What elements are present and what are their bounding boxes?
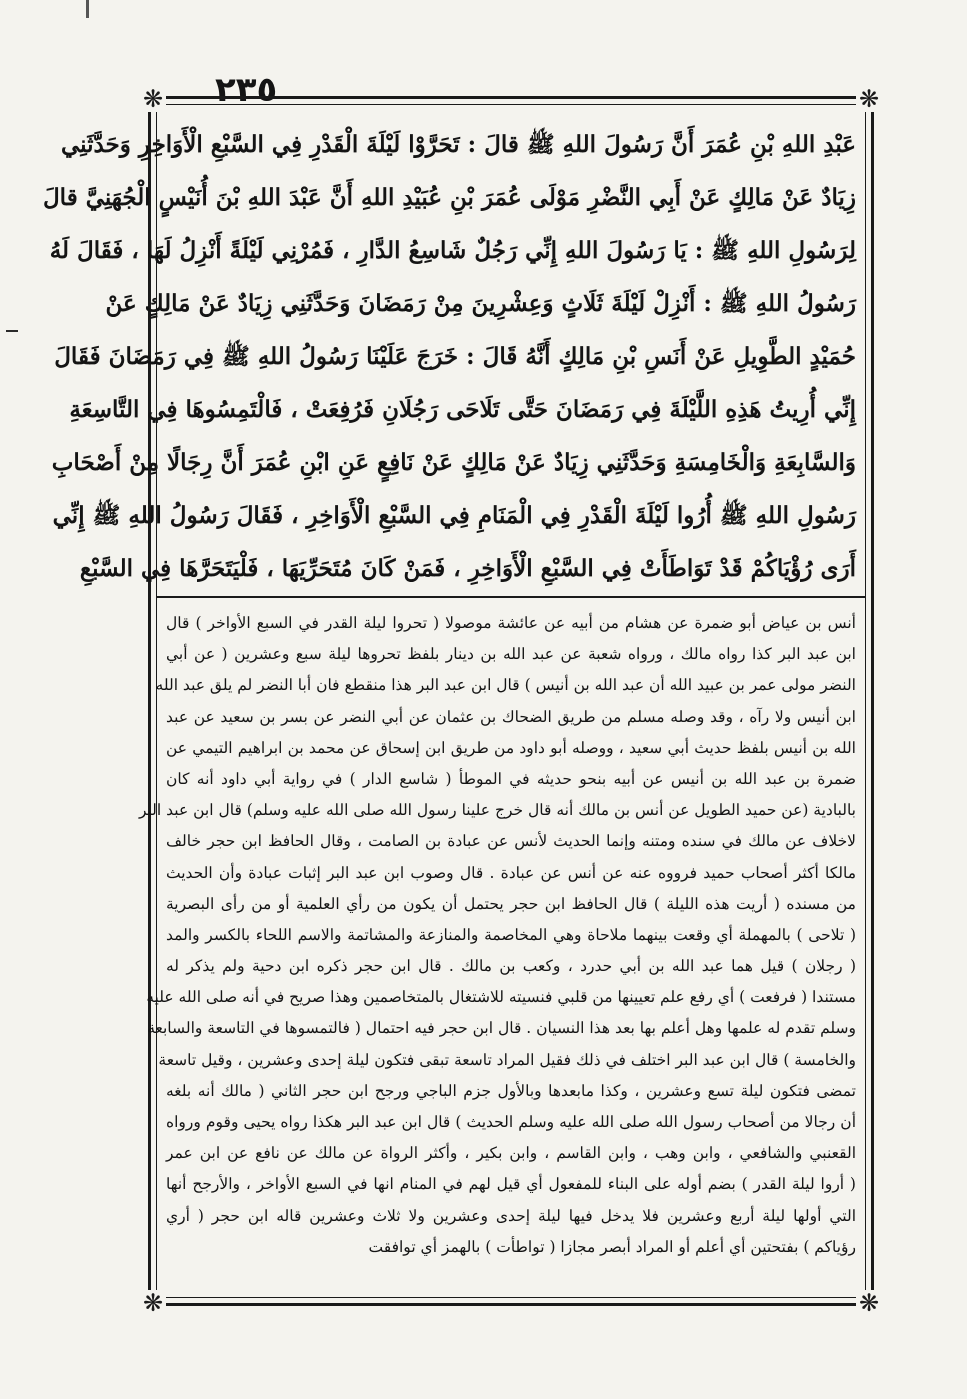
corner-ornament-icon: ❋ — [856, 1290, 882, 1316]
note-line: ( رجلان ) قيل هما عبد الله بن أبي حدرد ، وكعب بن مالك . قال ابن حجر ذكره ابن دحية ولم يذكر له — [166, 957, 856, 976]
note-line: ابن عبد البر كذا رواه مالك ، ورواه شعبة عن عبد الله بن دينار بلفظ تحروها ليلة سبع وعشرين ( عن أبي — [166, 645, 856, 664]
scan-mark-left — [6, 330, 18, 332]
main-text-line: رَسُولِ اللهِ ﷺ أُرُوا لَيْلَةَ الْقَدْرِ فِي الْمَنَامِ فِي السَّبْعِ الْأَوَاخِرِ ، فَقَالَ رَسُولُ اللهِ ﷺ إِنِّي — [52, 502, 856, 529]
note-line: ضمرة بن عبد الله بن أنيس عن أبيه بنحو حديثه في الموطأ ( شاسع الدار ) في رواية أبي داود أنه كان — [166, 769, 856, 788]
main-text-line: وَالسَّابِعَةِ وَالْخَامِسَةِ وَحَدَّثَنِي زِيَادٌ عَنْ مَالِكٍ عَنْ نَافِعٍ عَنِ ابْنِ عُمَرَ أَنَّ رِجَالًا مِنْ أَصْحَابِ — [51, 449, 856, 476]
section-divider — [156, 596, 866, 598]
main-text-line: عَبْدِ اللهِ بْنِ عُمَرَ أَنَّ رَسُولَ اللهِ ﷺ قالَ : تَحَرَّوْا لَيْلَةَ الْقَدْرِ فِي السَّبْعِ الْأَوَاخِرِ وَحَدَّثَنِي — [60, 131, 856, 158]
note-line: أنس بن عياض أبو ضمرة عن هشام من أبيه عن عائشة موصولا ( تحروا ليلة القدر في السبع الأواخر ) قال — [166, 614, 856, 632]
note-line: التي أولها ليلة أربع وعشرين فلا يدخل فيها ليلة إحدى وعشرين ولا ثلاث وعشرين قاله ابن حجر ( أري — [166, 1206, 856, 1225]
commentary-notes — [138, 608, 856, 1263]
corner-ornament-icon: ❋ — [856, 86, 882, 112]
main-text-line: إِنِّي أُرِيتُ هَذِهِ اللَّيْلَةَ فِي رَمَضَانَ حَتَّى تَلَاحَى رَجُلَانِ فَرُفِعَتْ ، فَالْتَمِسُوهَا فِي التَّاسِعَةِ — [69, 396, 856, 423]
scan-mark-top — [86, 0, 89, 18]
note-line: ( تلاحى ) بالمهملة أي وقعت بينهما ملاحاة وهي المخاصمة والمنازعة والمشاتمة والاسم اللحاء بالكسر والمد — [166, 925, 856, 944]
note-line: وسلم تقدم له علمها وهل أعلم بها بعد هذا النسيان . قال ابن حجر فيه احتمال ( فالتمسوها في التاسعة والسابعة — [147, 1019, 856, 1038]
note-line: تمضى فتكون ليلة تسع وعشرين ، وكذا مابعدها وبالأول جزم الباجي ورجح ابن حجر الثاني ( مالك أنه بلغه — [166, 1081, 856, 1100]
note-line: مستندا ( فرفعت ) أي رفع علم تعيينها من قلبي فنسيته للاشتغال بالمتخاصمين وهذا صريح في أنه صلى الله عليه — [146, 988, 856, 1007]
note-line: من مسنده ( أريت هذه الليلة ) قال الحافظ ابن حجر يحتمل أن يكون من رأي العلمية أو من رأى البصرية — [166, 894, 856, 913]
main-text-line: زِيَادٌ عَنْ مَالِكٍ عَنْ أَبِي النَّضْرِ مَوْلَى عُمَرَ بْنِ عُبَيْدِ اللهِ أَنَّ عَبْدَ اللهِ بْنَ أُنَيْسٍ الْجُهَنِيَّ قالَ — [42, 184, 856, 211]
note-line: مالكا أكثر أصحاب حميد فرووه عنه عن أنس عن عبادة . قال وصوب ابن عبد البر إثبات عبادة وأن الحديث — [166, 863, 856, 882]
main-text-line: لِرَسُولِ اللهِ ﷺ : يَا رَسُولَ اللهِ إِنِّي رَجُلٌ شَاسِعُ الدَّارِ ، فَمُرْنِي لَيْلَةً أَنْزِلُ لَهَا ، فَقَالَ لَهُ — [49, 237, 856, 264]
note-line: ( أروا ليلة القدر ) بضم أوله على البناء للمفعول أي قيل لهم في المنام انها في السبع الأواخر ، والأرجح أنها — [166, 1175, 856, 1194]
note-line: لاخلاف عن مالك في سنده ومتنه وإنما الحديث لأنس عن عبادة بن الصامت ، وقال الحافظ ابن حجر خالف — [166, 832, 856, 851]
hadith-main-text — [42, 118, 856, 595]
note-line: ابن أنيس ولا رآه ، وقد وصله مسلم من طريق الضحاك بن عثمان عن أبي النضر عن بسر بن سعيد عن عبد — [166, 707, 856, 726]
note-line: النضر مولى عمر بن عبيد الله أن عبد الله بن أنيس ) قال ابن عبد البر هذا منقطع فان أبا النضر لم يلق عبد الله — [155, 676, 856, 695]
note-line: بالبادية (عن حميد الطويل عن أنس بن مالك أنه قال خرج علينا رسول الله صلى الله عليه وسلم) قال ابن عبد البر — [138, 801, 856, 820]
page-number: ٢٣٥ — [215, 70, 278, 110]
main-text-line: رَسُولُ اللهِ ﷺ : أَنْزِلْ لَيْلَةَ ثَلَاثٍ وَعِشْرِينَ مِنْ رَمَضَانَ وَحَدَّثَنِي زِيَادٌ عَنْ مَالِكٍ عَنْ — [105, 290, 856, 317]
note-line: رؤياكم ) بفتحتين أي أعلم أو المراد أبصر مجازا ( تواطأت ) بالهمز أي توافقت — [368, 1237, 856, 1256]
note-line: القعنبي والشافعي ، وابن وهب ، وابن القاسم ، وابن بكير ، وأكثر الرواة عن مالك عن نافع عن ابن عمر — [166, 1144, 856, 1163]
note-line: الله بن أنيس بلفظ حديث أبي سعيد ، ووصله أبو داود من طريق ابن إسحاق عن محمد بن ابراهيم التيمي عن — [166, 738, 856, 757]
note-line: أن رجالا من أصحاب رسول الله صلى الله عليه وسلم الحديث ) قال ابن عبد البر هكذا رواه يحيى وقوم ورواه — [166, 1113, 856, 1131]
corner-ornament-icon: ❋ — [140, 86, 166, 112]
note-line: والخامسة ) قال ابن عبد البر اختلف في ذلك فقيل المراد تاسعة تبقى فتكون ليلة إحدى وعشرين ، وقيل تاسعة — [158, 1050, 856, 1069]
main-text-line: حُمَيْدٍ الطَّوِيلِ عَنْ أَنَسِ بْنِ مَالِكٍ أَنَّهُ قَالَ : خَرَجَ عَلَيْنَا رَسُولُ اللهِ ﷺ فِي رَمَضَانَ فَقَالَ — [54, 343, 856, 370]
corner-ornament-icon: ❋ — [140, 1290, 166, 1316]
main-text-line: أَرَى رُؤْيَاكُمْ قَدْ تَوَاطَأَتْ فِي السَّبْعِ الْأَوَاخِرِ ، فَمَنْ كَانَ مُتَحَرِّيَهَا ، فَلْيَتَحَرَّهَا فِي السَّبْعِ — [79, 555, 856, 582]
